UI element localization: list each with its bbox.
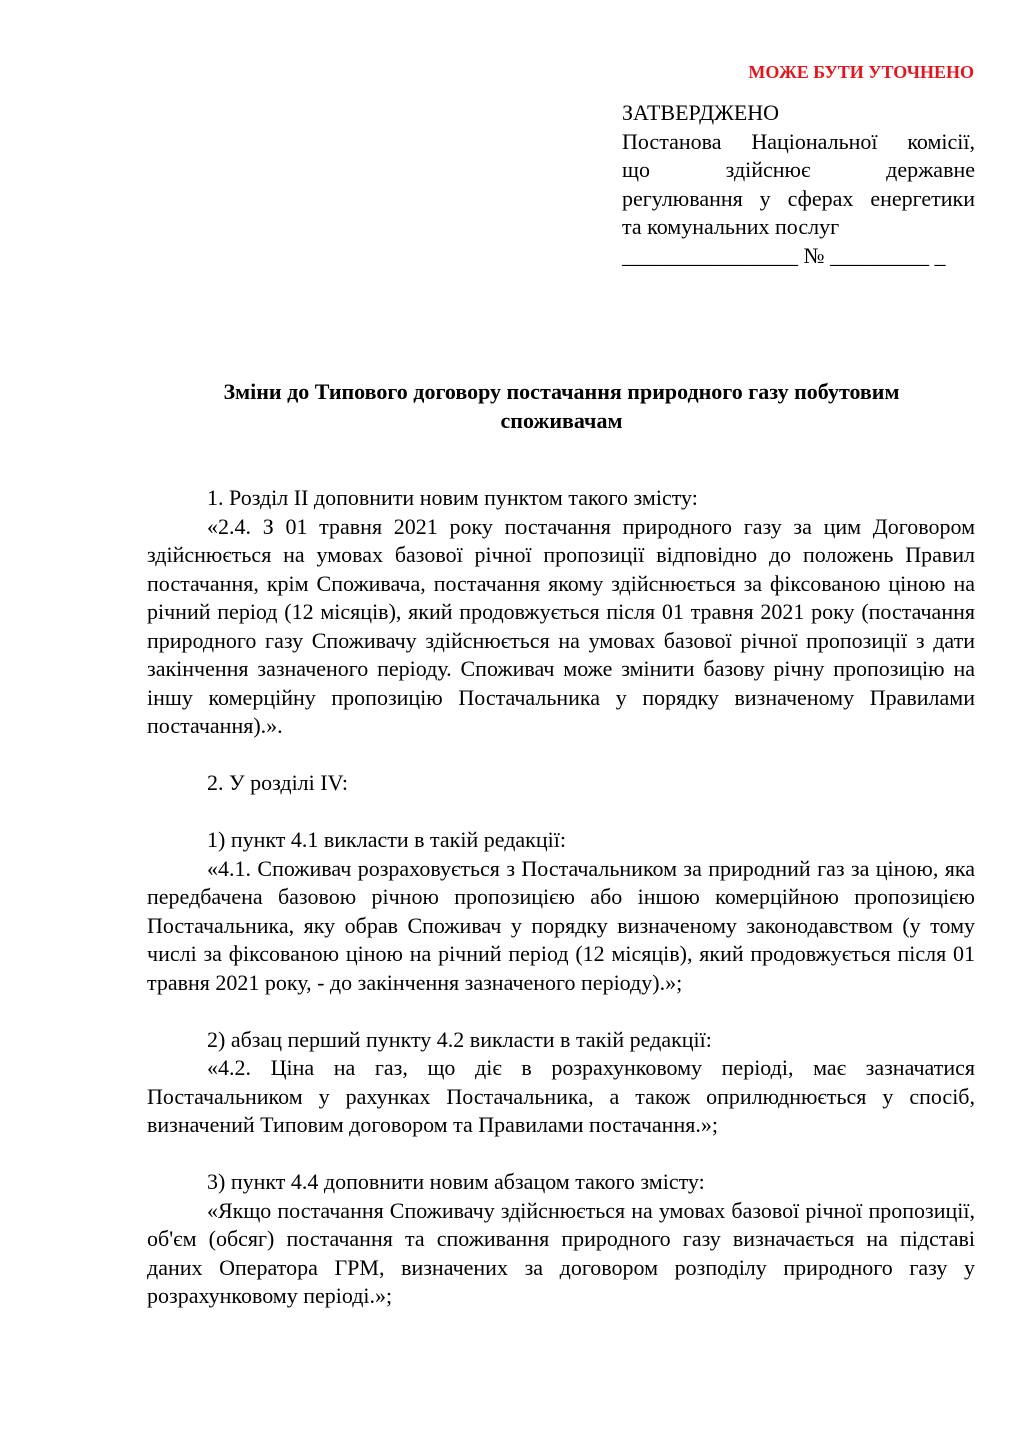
section-2-3-text: «Якщо постачання Споживачу здійснюється на умовах базової річної пропозиції, об'єм (обсяг) постачання та споживання природного газу визначається на підставі даних Оператора ГРМ, визначених за договором розподілу природного газу у розрахунковому періоді.»; xyxy=(147,1197,975,1308)
title-line-1: Зміни до Типового договору постачання природного газу побутовим xyxy=(223,379,900,404)
draft-mark: МОЖЕ БУТИ УТОЧНЕНО xyxy=(748,62,974,82)
section-2-2-heading: 2) абзац перший пункту 4.2 викласти в такій редакції: xyxy=(207,1026,712,1052)
spacer xyxy=(147,997,975,1026)
spacer xyxy=(147,741,975,770)
approval-line-4: та комунальних послуг xyxy=(622,214,840,239)
section-1-text: «2.4. З 01 травня 2021 року постачання природного газу за цим Договором здійснюється на умовах базової річної пропозиції відповідно до положень Правил постачання, крім Споживача, постачання якому здійснюється за фіксованою ціною на річний період (12 місяців), який продовжується після 01 травня 2021 року (постачання природного газу Споживачу здійснюється на умовах базової річної пропозиції з дати закінчення зазначеного періоду. Споживач може змінити базову річну пропозицію на іншу комерційну пропозицію Постачальника у порядку визначеному Правилами постачання).». xyxy=(147,513,975,738)
section-2-3-heading: 3) пункт 4.4 доповнити новим абзацом такого змісту: xyxy=(207,1169,705,1194)
approval-label: ЗАТВЕРДЖЕНО xyxy=(622,100,780,125)
section-2-1-heading: 1) пункт 4.1 викласти в такій редакції: xyxy=(207,827,566,852)
section-1-heading: 1. Розділ ІІ доповнити новим пунктом такого змісту: xyxy=(207,485,698,510)
approval-line-2: що здійснює державне xyxy=(622,157,975,182)
approval-block xyxy=(622,99,975,270)
approval-line-1: Постанова Національної комісії, xyxy=(622,128,975,154)
spacer xyxy=(147,798,975,827)
approval-line-3: регулювання у сферах енергетики xyxy=(622,185,975,211)
document-body xyxy=(147,484,975,1311)
section-2-1-text: «4.1. Споживач розраховується з Постачальником за природний газ за ціною, яка передбачена базовою річною пропозицією або іншою комерційною пропозицією Постачальника, яку обрав Споживач у порядку визначеному законодавством (у тому числі за фіксованою ціною на річний період (12 місяців), який продовжується після 01 травня 2021 року, - до закінчення зазначеного періоду).»; xyxy=(147,855,975,995)
title-line-2: споживачам xyxy=(500,408,623,433)
section-2-heading: 2. У розділі IV: xyxy=(207,770,348,795)
approval-sign-line: ________________ № _________ _ xyxy=(622,242,946,268)
section-2-2-text: «4.2. Ціна на газ, що діє в розрахунковому періоді, має зазначатися Постачальником у рахунках Постачальника, а також оприлюднюється у спосіб, визначений Типовим договором та Правилами постачання.»; xyxy=(147,1055,975,1137)
document-title xyxy=(148,377,975,435)
spacer xyxy=(147,1140,975,1169)
